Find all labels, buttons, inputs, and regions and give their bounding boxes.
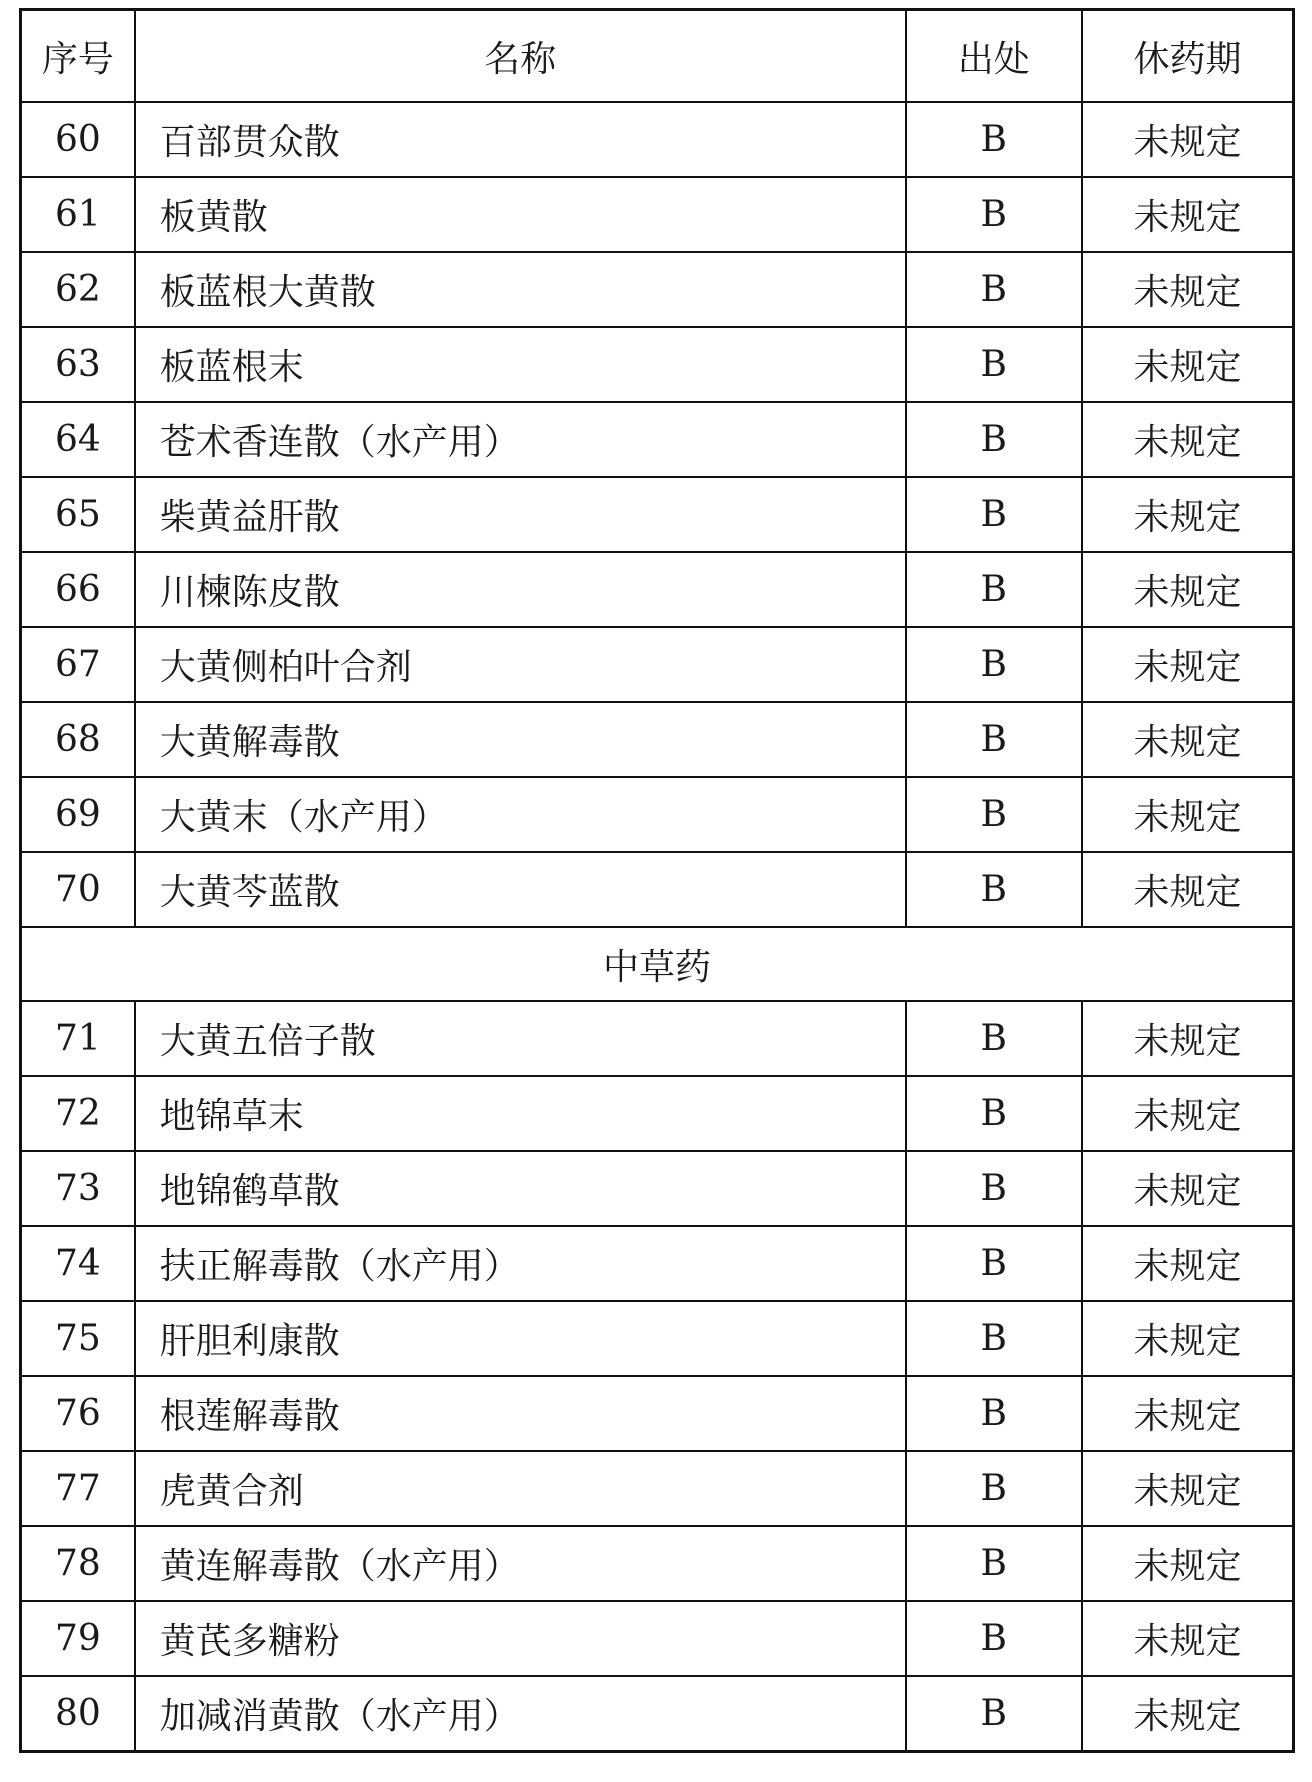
section-row-group xyxy=(21,927,1294,1001)
table-row xyxy=(21,1076,1294,1151)
row-seq: 67 xyxy=(21,627,135,702)
table-row xyxy=(21,102,1294,177)
table-row xyxy=(21,1151,1294,1226)
header-seq: 序号 xyxy=(21,10,135,103)
row-source: B xyxy=(906,477,1082,552)
table-row xyxy=(21,627,1294,702)
row-name: 川楝陈皮散 xyxy=(135,552,906,627)
row-seq: 66 xyxy=(21,552,135,627)
row-source: B xyxy=(906,627,1082,702)
row-name: 板黄散 xyxy=(135,177,906,252)
row-seq: 70 xyxy=(21,852,135,927)
row-source: B xyxy=(906,102,1082,177)
row-source: B xyxy=(906,1376,1082,1451)
row-name: 扶正解毒散（水产用） xyxy=(135,1226,906,1301)
header-withdrawal: 休药期 xyxy=(1082,10,1294,103)
row-name: 大黄五倍子散 xyxy=(135,1001,906,1076)
row-name: 加减消黄散（水产用） xyxy=(135,1676,906,1752)
row-seq: 74 xyxy=(21,1226,135,1301)
row-source: B xyxy=(906,1526,1082,1601)
row-withdrawal: 未规定 xyxy=(1082,1151,1294,1226)
row-withdrawal: 未规定 xyxy=(1082,1601,1294,1676)
row-source: B xyxy=(906,1676,1082,1752)
row-seq: 69 xyxy=(21,777,135,852)
row-seq: 65 xyxy=(21,477,135,552)
row-name: 根莲解毒散 xyxy=(135,1376,906,1451)
section-row xyxy=(21,927,1294,1001)
row-seq: 62 xyxy=(21,252,135,327)
table-row xyxy=(21,402,1294,477)
table-row xyxy=(21,1301,1294,1376)
row-seq: 60 xyxy=(21,102,135,177)
table-row xyxy=(21,552,1294,627)
row-withdrawal: 未规定 xyxy=(1082,1376,1294,1451)
row-withdrawal: 未规定 xyxy=(1082,777,1294,852)
row-source: B xyxy=(906,777,1082,852)
row-source: B xyxy=(906,1001,1082,1076)
row-source: B xyxy=(906,1451,1082,1526)
row-seq: 73 xyxy=(21,1151,135,1226)
row-name: 柴黄益肝散 xyxy=(135,477,906,552)
row-name: 大黄芩蓝散 xyxy=(135,852,906,927)
row-name: 大黄侧柏叶合剂 xyxy=(135,627,906,702)
row-source: B xyxy=(906,1601,1082,1676)
table-row xyxy=(21,777,1294,852)
table-row xyxy=(21,702,1294,777)
row-name: 百部贯众散 xyxy=(135,102,906,177)
row-seq: 71 xyxy=(21,1001,135,1076)
row-source: B xyxy=(906,552,1082,627)
row-seq: 76 xyxy=(21,1376,135,1451)
row-source: B xyxy=(906,327,1082,402)
row-name: 苍术香连散（水产用） xyxy=(135,402,906,477)
table-row xyxy=(21,1451,1294,1526)
row-name: 板蓝根末 xyxy=(135,327,906,402)
table-row xyxy=(21,1001,1294,1076)
row-source: B xyxy=(906,1076,1082,1151)
row-withdrawal: 未规定 xyxy=(1082,1076,1294,1151)
row-seq: 64 xyxy=(21,402,135,477)
table-header-row xyxy=(21,10,1294,103)
row-name: 地锦鹤草散 xyxy=(135,1151,906,1226)
row-seq: 78 xyxy=(21,1526,135,1601)
section-title: 中草药 xyxy=(21,927,1294,1001)
row-source: B xyxy=(906,177,1082,252)
row-name: 虎黄合剂 xyxy=(135,1451,906,1526)
row-name: 大黄末（水产用） xyxy=(135,777,906,852)
table-row xyxy=(21,177,1294,252)
row-withdrawal: 未规定 xyxy=(1082,402,1294,477)
row-withdrawal: 未规定 xyxy=(1082,852,1294,927)
row-withdrawal: 未规定 xyxy=(1082,1526,1294,1601)
table-row xyxy=(21,252,1294,327)
table-row xyxy=(21,327,1294,402)
row-seq: 61 xyxy=(21,177,135,252)
table-row xyxy=(21,1676,1294,1752)
row-source: B xyxy=(906,852,1082,927)
table-row xyxy=(21,1601,1294,1676)
row-withdrawal: 未规定 xyxy=(1082,552,1294,627)
row-withdrawal: 未规定 xyxy=(1082,102,1294,177)
row-name: 肝胆利康散 xyxy=(135,1301,906,1376)
row-seq: 63 xyxy=(21,327,135,402)
row-withdrawal: 未规定 xyxy=(1082,1301,1294,1376)
row-name: 地锦草末 xyxy=(135,1076,906,1151)
row-seq: 72 xyxy=(21,1076,135,1151)
row-withdrawal: 未规定 xyxy=(1082,627,1294,702)
row-withdrawal: 未规定 xyxy=(1082,252,1294,327)
drug-table xyxy=(19,8,1295,1753)
row-source: B xyxy=(906,402,1082,477)
row-withdrawal: 未规定 xyxy=(1082,477,1294,552)
row-withdrawal: 未规定 xyxy=(1082,1226,1294,1301)
row-withdrawal: 未规定 xyxy=(1082,327,1294,402)
table-row xyxy=(21,1376,1294,1451)
row-seq: 80 xyxy=(21,1676,135,1752)
row-source: B xyxy=(906,702,1082,777)
row-withdrawal: 未规定 xyxy=(1082,1676,1294,1752)
row-seq: 77 xyxy=(21,1451,135,1526)
table-row xyxy=(21,852,1294,927)
row-withdrawal: 未规定 xyxy=(1082,702,1294,777)
table-row xyxy=(21,477,1294,552)
row-withdrawal: 未规定 xyxy=(1082,1001,1294,1076)
row-name: 大黄解毒散 xyxy=(135,702,906,777)
row-name: 黄连解毒散（水产用） xyxy=(135,1526,906,1601)
row-source: B xyxy=(906,1226,1082,1301)
header-source: 出处 xyxy=(906,10,1082,103)
table-body-group-b xyxy=(21,1001,1294,1752)
table-row xyxy=(21,1526,1294,1601)
row-source: B xyxy=(906,252,1082,327)
row-withdrawal: 未规定 xyxy=(1082,177,1294,252)
table-row xyxy=(21,1226,1294,1301)
row-withdrawal: 未规定 xyxy=(1082,1451,1294,1526)
row-source: B xyxy=(906,1151,1082,1226)
row-seq: 68 xyxy=(21,702,135,777)
row-name: 板蓝根大黄散 xyxy=(135,252,906,327)
table-body-group-a xyxy=(21,102,1294,927)
row-seq: 79 xyxy=(21,1601,135,1676)
row-source: B xyxy=(906,1301,1082,1376)
header-name: 名称 xyxy=(135,10,906,103)
row-seq: 75 xyxy=(21,1301,135,1376)
row-name: 黄芪多糖粉 xyxy=(135,1601,906,1676)
